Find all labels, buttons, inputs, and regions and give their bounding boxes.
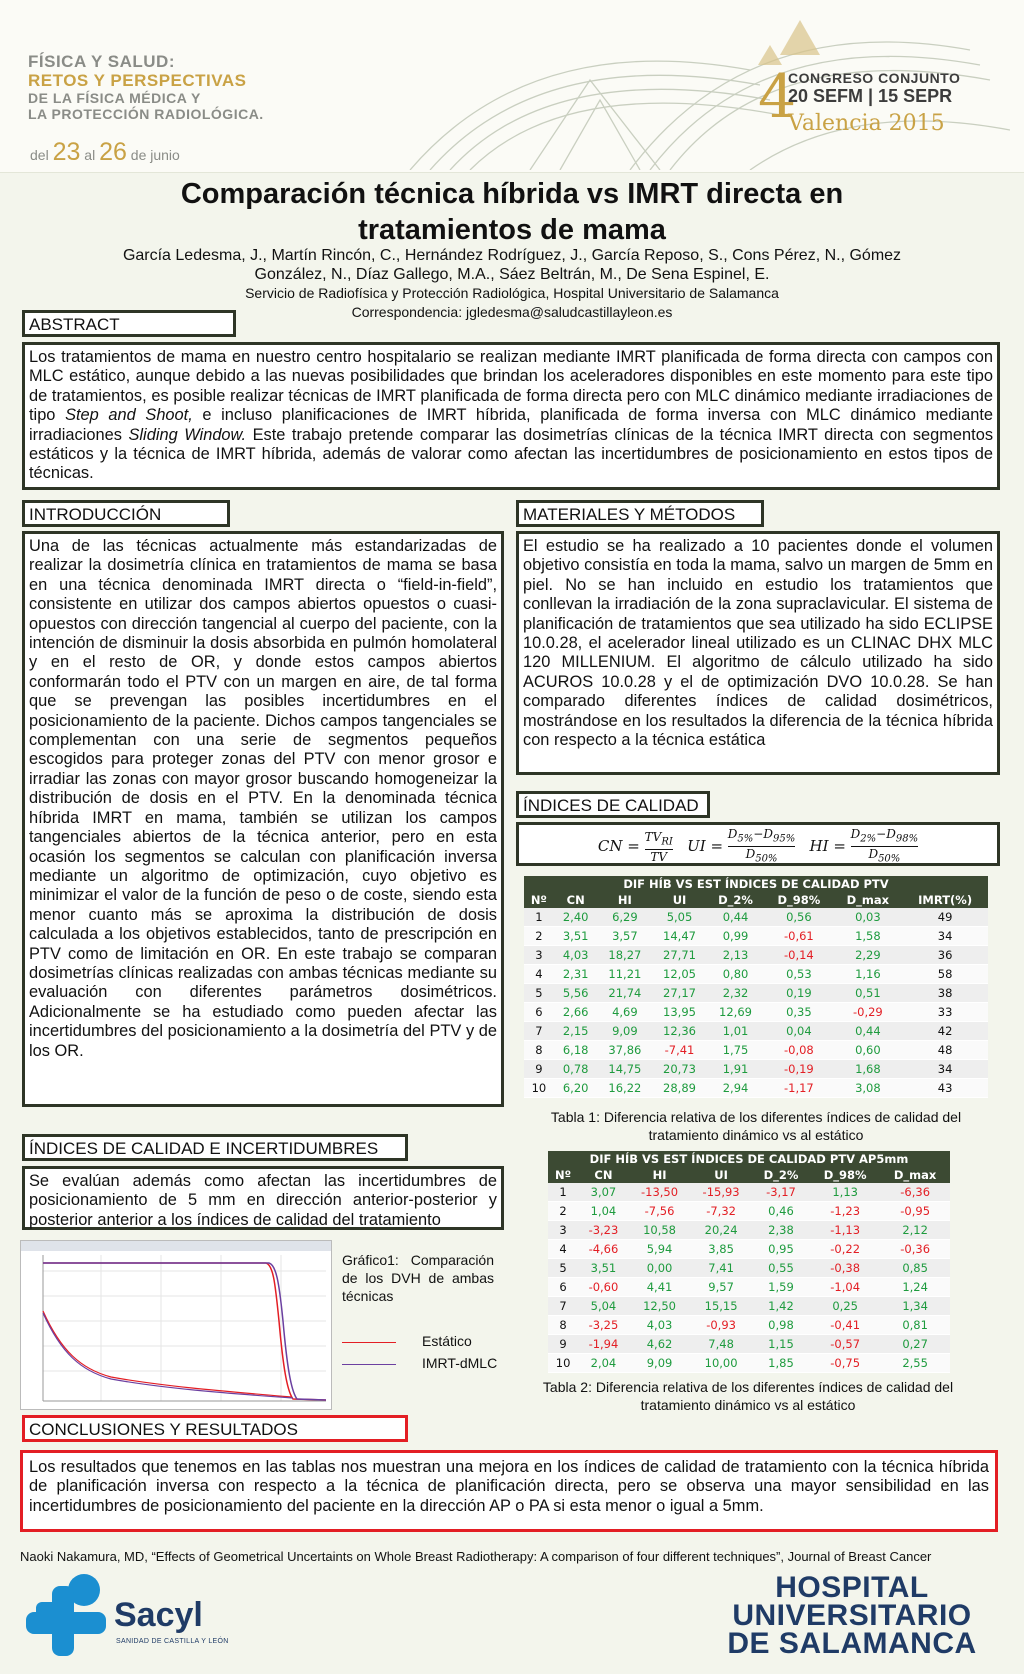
table-cell: 20,24 xyxy=(690,1221,752,1240)
abstract-text-2: e incluso planificaciones de IMRT híbrida, planificada de forma inversa con MLC dinámico mediante irradiaciones xyxy=(29,406,993,444)
table-row xyxy=(524,1022,988,1041)
table-cell: 5,94 xyxy=(629,1240,691,1259)
congress-logo xyxy=(758,62,1008,136)
table-cell: 6 xyxy=(524,1003,554,1022)
table-cell: -7,32 xyxy=(690,1202,752,1221)
conclusions-heading: CONCLUSIONES Y RESULTADOS xyxy=(22,1415,408,1442)
table-row xyxy=(524,1079,988,1098)
table1-col-header: HI xyxy=(598,892,653,908)
table1-col-header: CN xyxy=(554,892,598,908)
formula-hi-fraction xyxy=(851,827,918,867)
table-cell: 1,58 xyxy=(834,927,903,946)
table2-col-header: CN xyxy=(578,1167,629,1183)
formula-ui-num-b: D xyxy=(763,827,773,841)
table-cell: 6,20 xyxy=(554,1079,598,1098)
table1-col-header: Nº xyxy=(524,892,554,908)
table-cell: 12,50 xyxy=(629,1297,691,1316)
table-cell: 12,69 xyxy=(707,1003,764,1022)
table-cell: 28,89 xyxy=(652,1079,707,1098)
table-cell: 49 xyxy=(902,908,988,927)
table-cell: 2,29 xyxy=(834,946,903,965)
table-cell: 2 xyxy=(524,927,554,946)
table1-body xyxy=(524,908,988,1098)
poster-title: Comparación técnica híbrida vs IMRT directa en tratamientos de mama xyxy=(180,178,844,246)
introduction-text: Una de las técnicas actualmente más estandarizadas de realizar la dosimetría clínica en tratamientos de mama se basa en una técnica denominada IMRT directa o “field-in-field”, consistente en utilizar dos campos abiertos opuestos o cuasi-opuestos con dirección tangencial al cuerpo del paciente, con la intención de disminuir la dosis absorbida en pulmón homolateral y en el resto de OR, y donde estos campos abiertos conformarán todo el PTV con un margen en aire, de tal forma que se prevengan las posibles incertidumbres en el posicionamiento de la paciente. Dichos campos tangenciales se complementan con una serie de segmentos pequeños escogidos para proteger zonas del PTV con menor grosor e irradiar las zonas con mayor grosor buscando homogeneizar la distribución de dosis en el PTV. En la denominada técnica híbrida IMRT en mama, también se utilizan los campos tangenciales abiertos de la técnica anterior, pero en esta ocasión los segmentos se calculan con planificación inversa mediante un algoritmo de optimización, cuyo objetivo es minimizar el valor de la función de peso o de coste, siendo esta menor cuanto más se aproxima la distribución de dosis calculada a los objetivos establecidos, tanto de prescripción en PTV como de limitación en OR. En este trabajo se comparan dosimetrías clínicas realizadas con ambas técnicas mediante su evaluación con diferentes parámetros dosimétricos. Adicionalmente se ha estudiado como pueden afectar las incertidumbres del posicionamiento a la dosimetría del PTV y de los OR. xyxy=(29,537,497,1060)
table-row xyxy=(524,984,988,1003)
table-cell: 0,00 xyxy=(629,1259,691,1278)
formula-ui: UI = $\frac{D_{5\%}-D_{95\%}}{D_{50\%}}$ xyxy=(687,827,796,865)
graph-caption: Gráfico1: Comparación de los DVH de ambas técnicas xyxy=(342,1252,494,1304)
dvh-graph xyxy=(20,1240,332,1410)
introduction-heading: INTRODUCCIÓN xyxy=(22,500,230,527)
table-cell: 13,95 xyxy=(652,1003,707,1022)
table-cell: 15,15 xyxy=(690,1297,752,1316)
formula-ui-num-a-sub: 5% xyxy=(737,833,754,845)
legend-swatch-static xyxy=(342,1342,396,1343)
hospital-line-3: DE SALAMANCA xyxy=(727,1627,977,1660)
table-cell: 2,40 xyxy=(554,908,598,927)
table-cell: -1,04 xyxy=(810,1278,880,1297)
table-cell: 7 xyxy=(524,1022,554,1041)
table-cell: 4 xyxy=(524,965,554,984)
table-row xyxy=(548,1183,950,1202)
table-row xyxy=(524,965,988,984)
table-cell: 9 xyxy=(524,1060,554,1079)
abstract-text-3: Este trabajo pretende comparar las dosimetrías clínicas de la técnica IMRT directa con segmentos estáticos y la técnica de IMRT híbrida, además de valorar como afectan las incertidumbres de posicionamiento en estos tipos de técnicas. xyxy=(29,425,994,483)
table-cell: 7,41 xyxy=(690,1259,752,1278)
table-cell: 0,19 xyxy=(764,984,833,1003)
table-cell: -0,14 xyxy=(764,946,833,965)
table-cell: 4 xyxy=(548,1240,578,1259)
table-cell: 1,85 xyxy=(752,1354,810,1373)
formula-hi-num-b: D xyxy=(886,827,896,841)
table-cell: 1 xyxy=(548,1183,578,1202)
table1-col-header: D_98% xyxy=(764,892,833,908)
formula-hi-den: D xyxy=(868,847,879,862)
table-cell: -15,93 xyxy=(690,1183,752,1202)
table-cell: -0,36 xyxy=(880,1240,950,1259)
table2-col-header: HI xyxy=(629,1167,691,1183)
table2-header-row xyxy=(548,1167,950,1183)
dates-mid: al xyxy=(84,147,96,163)
abstract-italic-2: Sliding Window. xyxy=(128,425,247,444)
table-cell: 0,53 xyxy=(764,965,833,984)
formula-cn-label: CN xyxy=(597,836,623,855)
table-cell: 0,44 xyxy=(707,908,764,927)
table-cell: 2,04 xyxy=(578,1354,629,1373)
table-cell: 0,03 xyxy=(834,908,903,927)
methods-text: El estudio se ha realizado a 10 pacientes donde el volumen objetivo consistía en toda la mama, salvo un margen de 5mm en piel. No se han incluido en estudio los tratamientos que conllevan la irradiación de la zona supraclavicular. El sistema de planificación de tratamientos que sea utilizado ha sido ECLIPSE 10.0.28, el acelerador lineal utilizado es un CLINAC DHX MLC 120 MILLENIUM. El algoritmo de cálculo utilizado ha sido ACUROS 10.0.28 y el de optimización DVO 10.0.28. Se han comparado diferentes índices de calidad dosimétricos, mostrándose en los resultados la diferencia de la técnica híbrida con respecto a la técnica estática xyxy=(523,537,993,750)
formula-hi-label: HI xyxy=(809,836,829,855)
table-cell: 1,75 xyxy=(707,1041,764,1060)
table-cell: -1,23 xyxy=(810,1202,880,1221)
table1-caption: Tabla 1: Diferencia relativa de los diferentes índices de calidad del tratamiento dinámico vs al estático xyxy=(550,1109,962,1143)
table-cell: 0,56 xyxy=(764,908,833,927)
table-cell: 1,24 xyxy=(880,1278,950,1297)
table-cell: 3 xyxy=(524,946,554,965)
table-cell: 2 xyxy=(548,1202,578,1221)
table-cell: 2,38 xyxy=(752,1221,810,1240)
table-cell: 0,44 xyxy=(834,1022,903,1041)
table-cell: 58 xyxy=(902,965,988,984)
conclusions-box xyxy=(20,1450,998,1532)
table-cell: 3,85 xyxy=(690,1240,752,1259)
formula-cn: CN = $TV_{RI}$ TV xyxy=(597,829,673,865)
table-cell: 4,62 xyxy=(629,1335,691,1354)
table1-col-header: UI xyxy=(652,892,707,908)
table2-body xyxy=(548,1183,950,1373)
table-cell: 3,57 xyxy=(598,927,653,946)
table1-title: DIF HÍB VS EST ÍNDICES DE CALIDAD PTV xyxy=(524,876,988,892)
formula-hi: HI = $\frac{D_{2\%}-D_{98\%}}{D_{50\%}}$ xyxy=(809,827,919,865)
table-cell: 0,80 xyxy=(707,965,764,984)
table-cell: -0,93 xyxy=(690,1316,752,1335)
table-cell: 1,04 xyxy=(578,1202,629,1221)
table-cell: 0,99 xyxy=(707,927,764,946)
table-cell: 2,55 xyxy=(880,1354,950,1373)
table-cell: -0,22 xyxy=(810,1240,880,1259)
legend-item-static xyxy=(342,1333,512,1355)
sacyl-cross-icon xyxy=(22,1572,112,1662)
dvh-plot xyxy=(21,1241,331,1409)
dates-suffix: de junio xyxy=(130,147,180,163)
table-cell: 3,08 xyxy=(834,1079,903,1098)
table-cell: 5 xyxy=(524,984,554,1003)
authors: García Ledesma, J., Martín Rincón, C., Hernández Rodríguez, J., García Reposo, S., Cons Pérez, N., Gómez González, N., Díaz Gallego, M.A., Sáez Beltrán, M., De Sena Espinel, E. xyxy=(122,247,902,283)
table2-grid xyxy=(548,1151,950,1373)
formula-hi-numerator: $D_{2\%}-D_{98\%}$ xyxy=(851,827,918,847)
table-cell: -0,19 xyxy=(764,1060,833,1079)
table-cell: 1,15 xyxy=(752,1335,810,1354)
table-cell: 0,60 xyxy=(834,1041,903,1060)
table2-col-header: D_max xyxy=(880,1167,950,1183)
formula-ui-fraction xyxy=(728,827,795,867)
table-cell: 5 xyxy=(548,1259,578,1278)
formula-cn-num: TV xyxy=(644,829,662,844)
formula-ui-num-a: D xyxy=(727,827,738,841)
dates-prefix: del xyxy=(30,147,49,163)
table-cell: 2,94 xyxy=(707,1079,764,1098)
table-cell: 10,00 xyxy=(690,1354,752,1373)
date-end: 26 xyxy=(99,138,127,166)
table-cell: 3,51 xyxy=(554,927,598,946)
formula-hi-num-a-sub: 2% xyxy=(860,833,877,845)
table-cell: -0,38 xyxy=(810,1259,880,1278)
table-cell: 1,16 xyxy=(834,965,903,984)
formula-ui-den-sub: 50% xyxy=(755,853,778,865)
quality-indices-formulas xyxy=(516,822,1000,866)
introduction-box xyxy=(22,531,504,1107)
table-cell: 4,03 xyxy=(554,946,598,965)
table-cell: -3,25 xyxy=(578,1316,629,1335)
table-cell: 10,58 xyxy=(629,1221,691,1240)
table-row xyxy=(524,927,988,946)
table-cell: 4,41 xyxy=(629,1278,691,1297)
table-cell: 5,05 xyxy=(652,908,707,927)
table-cell: 27,71 xyxy=(652,946,707,965)
table2-caption: Tabla 2: Diferencia relativa de los diferentes índices de calidad del tratamiento dinámico vs al estático xyxy=(542,1379,954,1413)
table-cell: 7,48 xyxy=(690,1335,752,1354)
table-cell: -1,13 xyxy=(810,1221,880,1240)
table-cell: 0,04 xyxy=(764,1022,833,1041)
uncertainty-box xyxy=(22,1166,504,1230)
table-cell: -0,08 xyxy=(764,1041,833,1060)
table1-grid xyxy=(524,876,988,1098)
table1-header-row xyxy=(524,892,988,908)
abstract-text-1: Los tratamientos de mama en nuestro centro hospitalario se realizan mediante IMRT planificada de forma directa con campos con MLC estático, aunque debido a las nuevas posibilidades que brindan los aceleradores disponibles en este momento para este tipo de tratamientos, es posible realizar técnicas de IMRT planificada de forma directa pero con MLC dinámico mediante irradiaciones de tipo xyxy=(29,348,993,425)
table-cell: 9,09 xyxy=(598,1022,653,1041)
table-cell: 1 xyxy=(524,908,554,927)
table-cell: 33 xyxy=(902,1003,988,1022)
table-cell: 1,01 xyxy=(707,1022,764,1041)
formula-ui-num-b-sub: 95% xyxy=(772,833,796,845)
table-cell: -0,57 xyxy=(810,1335,880,1354)
table-cell: 5,04 xyxy=(578,1297,629,1316)
table2-col-header: D_98% xyxy=(810,1167,880,1183)
table-cell: 1,59 xyxy=(752,1278,810,1297)
table-cell: 1,42 xyxy=(752,1297,810,1316)
table-cell: 34 xyxy=(902,927,988,946)
table-cell: 18,27 xyxy=(598,946,653,965)
table-cell: -1,94 xyxy=(578,1335,629,1354)
table-row xyxy=(548,1354,950,1373)
uncertainty-text: Se evalúan además como afectan las incertidumbres de posicionamiento de 5 mm en dirección anterior-posterior y posterior anterior a los índices de calidad del tratamiento xyxy=(29,1172,497,1229)
table-cell: 2,66 xyxy=(554,1003,598,1022)
event-line-4: LA PROTECCIÓN RADIOLÓGICA. xyxy=(28,106,264,122)
table-cell: 48 xyxy=(902,1041,988,1060)
table1 xyxy=(524,876,988,1098)
dvh-oar-static xyxy=(43,1311,291,1397)
event-line-3: DE LA FÍSICA MÉDICA Y xyxy=(28,90,201,106)
sacyl-name: Sacyl xyxy=(114,1596,203,1634)
table-cell: 16,22 xyxy=(598,1079,653,1098)
legend-label-dynamic: IMRT-dMLC xyxy=(422,1355,498,1371)
formula-cn-den: TV xyxy=(650,850,668,865)
table-row xyxy=(524,1003,988,1022)
table-cell: 9,09 xyxy=(629,1354,691,1373)
graph-legend xyxy=(342,1333,512,1377)
table-cell: -0,29 xyxy=(834,1003,903,1022)
table-cell: -6,36 xyxy=(880,1183,950,1202)
formula-cn-fraction xyxy=(645,830,673,864)
table-cell: 37,86 xyxy=(598,1041,653,1060)
methods-box xyxy=(516,531,1000,775)
table-cell: -0,60 xyxy=(578,1278,629,1297)
table-cell: 34 xyxy=(902,1060,988,1079)
table-row xyxy=(548,1335,950,1354)
table-cell: -1,17 xyxy=(764,1079,833,1098)
table-cell: 0,27 xyxy=(880,1335,950,1354)
congress-banner xyxy=(0,0,1024,173)
conclusions-text: Los resultados que tenemos en las tablas nos muestran una mejora en los índices de calidad de tratamiento con la técnica híbrida de planificación inversa con respecto a la técnica de planificación directa, pero se observa una mayor sensibilidad en las incertidumbres de posicionamiento del paciente en la dirección AP o PA si esta menor o igual a 5mm. xyxy=(29,1458,989,1515)
table-cell: -13,50 xyxy=(629,1183,691,1202)
table-cell: 20,73 xyxy=(652,1060,707,1079)
sacyl-logo xyxy=(22,1572,282,1662)
event-title xyxy=(28,52,328,122)
table-cell: 7 xyxy=(548,1297,578,1316)
formula-cn-num-sub: RI xyxy=(661,836,673,848)
table-cell: -3,17 xyxy=(752,1183,810,1202)
legend-swatch-dynamic xyxy=(342,1364,396,1365)
table-cell: 27,17 xyxy=(652,984,707,1003)
affiliation: Servicio de Radiofísica y Protección Radiológica, Hospital Universitario de Salamanca xyxy=(245,285,779,301)
legend-label-static: Estático xyxy=(422,1333,472,1349)
formula-hi-denominator xyxy=(851,847,918,866)
table-row xyxy=(548,1316,950,1335)
congress-line-2: 20 SEFM | 15 SEPR xyxy=(788,86,953,106)
table-cell: 0,25 xyxy=(810,1297,880,1316)
table-cell: 42 xyxy=(902,1022,988,1041)
hospital-logo xyxy=(700,1571,1004,1660)
table-row xyxy=(548,1221,950,1240)
abstract-heading: ABSTRACT xyxy=(22,310,236,337)
table-cell: 1,13 xyxy=(810,1183,880,1202)
formula-hi-num-a: D xyxy=(850,827,861,841)
table-cell: 2,31 xyxy=(554,965,598,984)
formula-ui-label: UI xyxy=(687,836,706,855)
table-cell: 14,47 xyxy=(652,927,707,946)
table-cell: 9 xyxy=(548,1335,578,1354)
table-cell: 0,51 xyxy=(834,984,903,1003)
table-cell: 11,21 xyxy=(598,965,653,984)
table-cell: 1,34 xyxy=(880,1297,950,1316)
formula-hi-num-b-sub: 98% xyxy=(895,833,919,845)
graph-title-bar xyxy=(21,1241,331,1251)
congress-line-1: CONGRESO CONJUNTO xyxy=(788,70,961,86)
table2-col-header: UI xyxy=(690,1167,752,1183)
congress-city: Valencia 2015 xyxy=(788,111,945,136)
table1-col-header: D_2% xyxy=(707,892,764,908)
table-cell: 2,15 xyxy=(554,1022,598,1041)
table-cell: 21,74 xyxy=(598,984,653,1003)
table-row xyxy=(548,1259,950,1278)
table-cell: -0,61 xyxy=(764,927,833,946)
dvh-curve-dynamic xyxy=(43,1263,326,1400)
table-cell: 6 xyxy=(548,1278,578,1297)
table2-col-header: Nº xyxy=(548,1167,578,1183)
table-cell: 6,18 xyxy=(554,1041,598,1060)
quality-indices-heading: ÍNDICES DE CALIDAD xyxy=(516,791,710,818)
table-cell: 0,46 xyxy=(752,1202,810,1221)
table-cell: 8 xyxy=(524,1041,554,1060)
reference: Naoki Nakamura, MD, “Effects of Geometrical Uncertaints on Whole Breast Radiotherapy: A comparison of four different techniques”, Journal of Breast Cancer xyxy=(20,1549,932,1564)
table-cell: 3,07 xyxy=(578,1183,629,1202)
table-row xyxy=(524,1041,988,1060)
table-cell: 2,32 xyxy=(707,984,764,1003)
table-row xyxy=(524,946,988,965)
table-cell: 0,81 xyxy=(880,1316,950,1335)
table-row xyxy=(524,1060,988,1079)
table-cell: 0,55 xyxy=(752,1259,810,1278)
table-cell: 2,13 xyxy=(707,946,764,965)
table-row xyxy=(548,1297,950,1316)
table-cell: 1,68 xyxy=(834,1060,903,1079)
table-cell: 36 xyxy=(902,946,988,965)
table2-col-header: D_2% xyxy=(752,1167,810,1183)
table-cell: 10 xyxy=(548,1354,578,1373)
table-cell: 3 xyxy=(548,1221,578,1240)
table-cell: 0,98 xyxy=(752,1316,810,1335)
table1-col-header: D_max xyxy=(834,892,903,908)
date-start: 23 xyxy=(52,138,81,166)
legend-item-dynamic xyxy=(342,1355,512,1377)
table-cell: -3,23 xyxy=(578,1221,629,1240)
table-cell: 12,36 xyxy=(652,1022,707,1041)
table-cell: -4,66 xyxy=(578,1240,629,1259)
formula-ui-den: D xyxy=(745,847,756,862)
event-line-1: FÍSICA Y SALUD: xyxy=(28,52,175,71)
table1-col-header: IMRT(%) xyxy=(902,892,988,908)
table-cell: 4,69 xyxy=(598,1003,653,1022)
formula-hi-den-sub: 50% xyxy=(878,853,901,865)
table-row xyxy=(548,1278,950,1297)
table-cell: 3,51 xyxy=(578,1259,629,1278)
hospital-line-1: HOSPITAL xyxy=(775,1571,929,1604)
uncertainty-heading: ÍNDICES DE CALIDAD E INCERTIDUMBRES xyxy=(22,1134,408,1161)
formula-ui-numerator: $D_{5\%}-D_{95\%}$ xyxy=(728,827,795,847)
table-cell: 5,56 xyxy=(554,984,598,1003)
table-cell: -7,56 xyxy=(629,1202,691,1221)
table2 xyxy=(548,1151,950,1373)
table-cell: 9,57 xyxy=(690,1278,752,1297)
abstract-italic-1: Step and Shoot, xyxy=(65,406,193,425)
table-cell: 6,29 xyxy=(598,908,653,927)
table-cell: 43 xyxy=(902,1079,988,1098)
table-cell: 0,78 xyxy=(554,1060,598,1079)
table-cell: 10 xyxy=(524,1079,554,1098)
hospital-line-2: UNIVERSITARIO xyxy=(732,1599,972,1632)
congress-number: 4 xyxy=(758,62,797,132)
methods-heading: MATERIALES Y MÉTODOS xyxy=(516,500,764,527)
table-cell: 4,03 xyxy=(629,1316,691,1335)
event-line-2: RETOS Y PERSPECTIVAS xyxy=(28,71,247,90)
table-cell: 2,12 xyxy=(880,1221,950,1240)
table-row xyxy=(548,1240,950,1259)
table2-title: DIF HÍB VS EST ÍNDICES DE CALIDAD PTV AP5mm xyxy=(548,1151,950,1167)
formula-cn-numerator xyxy=(645,830,673,850)
table-row xyxy=(524,908,988,927)
table-cell: -0,41 xyxy=(810,1316,880,1335)
correspondence: Correspondencia: jgledesma@saludcastillayleon.es xyxy=(351,304,673,320)
table-cell: 12,05 xyxy=(652,965,707,984)
table-cell: 8 xyxy=(548,1316,578,1335)
abstract-box xyxy=(22,342,1000,490)
formula-ui-denominator xyxy=(728,847,795,866)
table-cell: -7,41 xyxy=(652,1041,707,1060)
table-row xyxy=(548,1202,950,1221)
table-cell: -0,95 xyxy=(880,1202,950,1221)
event-dates xyxy=(30,138,180,167)
table-cell: 14,75 xyxy=(598,1060,653,1079)
table-cell: 0,95 xyxy=(752,1240,810,1259)
table-cell: 38 xyxy=(902,984,988,1003)
sacyl-subtitle: SANIDAD DE CASTILLA Y LEÓN xyxy=(116,1638,229,1645)
table-cell: 0,35 xyxy=(764,1003,833,1022)
table-cell: 0,85 xyxy=(880,1259,950,1278)
table-cell: 1,91 xyxy=(707,1060,764,1079)
table-cell: -0,75 xyxy=(810,1354,880,1373)
